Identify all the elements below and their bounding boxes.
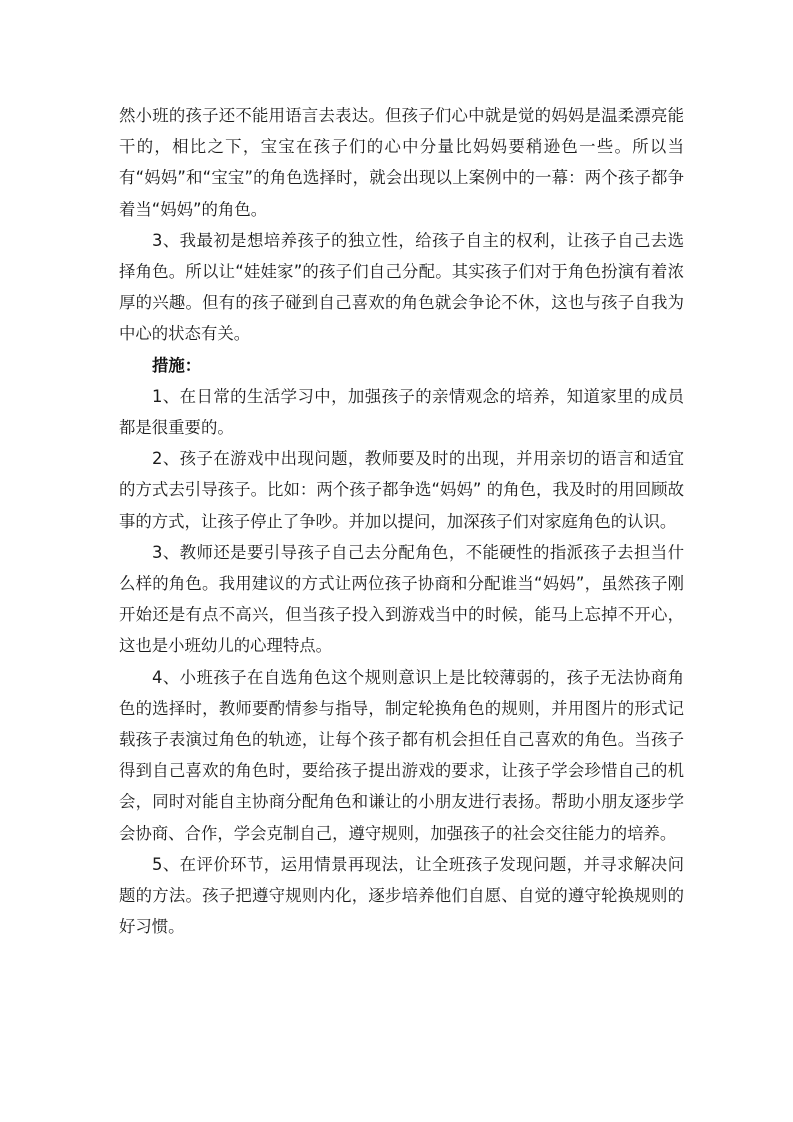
paragraph-measure-5: 5、在评价环节，运用情景再现法，让全班孩子发现问题，并寻求解决问题的方法。孩子把遵守规则内化，逐步培养他们自愿、自觉的遵守轮换规则的好习惯。 (119, 854, 684, 937)
paragraph-measure-1: 1、在日常的生活学习中，加强孩子的亲情观念的培养，知道家里的成员都是很重要的。 (119, 386, 684, 438)
paragraph-point-3-reason: 3、我最初是想培养孩子的独立性，给孩子自主的权利，让孩子自己去选择角色。所以让“娃娃家”的孩子们自己分配。其实孩子们对于角色扮演有着浓厚的兴趣。但有的孩子碰到自己喜欢的角色就会争论不休，这也与孩子自我为中心的状态有关。 (119, 230, 684, 344)
paragraph-measure-3: 3、教师还是要引导孩子自己去分配角色，不能硬性的指派孩子去担当什么样的角色。我用建议的方式让两位孩子协商和分配谁当“妈妈”，虽然孩子刚开始还是有点不高兴，但当孩子投入到游戏当中的时候，能马上忘掉不开心，这也是小班幼儿的心理特点。 (119, 542, 684, 656)
section-heading-measures: 措施： (152, 355, 202, 375)
paragraph-measure-2: 2、孩子在游戏中出现问题，教师要及时的出现，并用亲切的语言和适宜的方式去引导孩子。比如：两个孩子都争选“妈妈” 的角色，我及时的用回顾故事的方式，让孩子停止了争吵。并加以提问，加深孩子们对家庭角色的认识。 (119, 449, 684, 531)
paragraph-continuation: 然小班的孩子还不能用语言去表达。但孩子们心中就是觉的妈妈是温柔漂亮能干的，相比之下，宝宝在孩子们的心中分量比妈妈要稍逊色一些。所以当有“妈妈”和“宝宝”的角色选择时，就会出现以上案例中的一幕：两个孩子都争着当“妈妈”的角色。 (119, 106, 684, 219)
paragraph-measure-4: 4、小班孩子在自选角色这个规则意识上是比较薄弱的，孩子无法协商角色的选择时，教师要酌情参与指导，制定轮换角色的规则，并用图片的形式记载孩子表演过角色的轨迹，让每个孩子都有机会担任自己喜欢的角色。当孩子得到自己喜欢的角色时，要给孩子提出游戏的要求，让孩子学会珍惜自己的机会，同时对能自主协商分配角色和谦让的小朋友进行表扬。帮助小朋友逐步学会协商、合作，学会克制自己，遵守规则，加强孩子的社会交往能力的培养。 (119, 667, 684, 843)
document-body (119, 100, 684, 942)
